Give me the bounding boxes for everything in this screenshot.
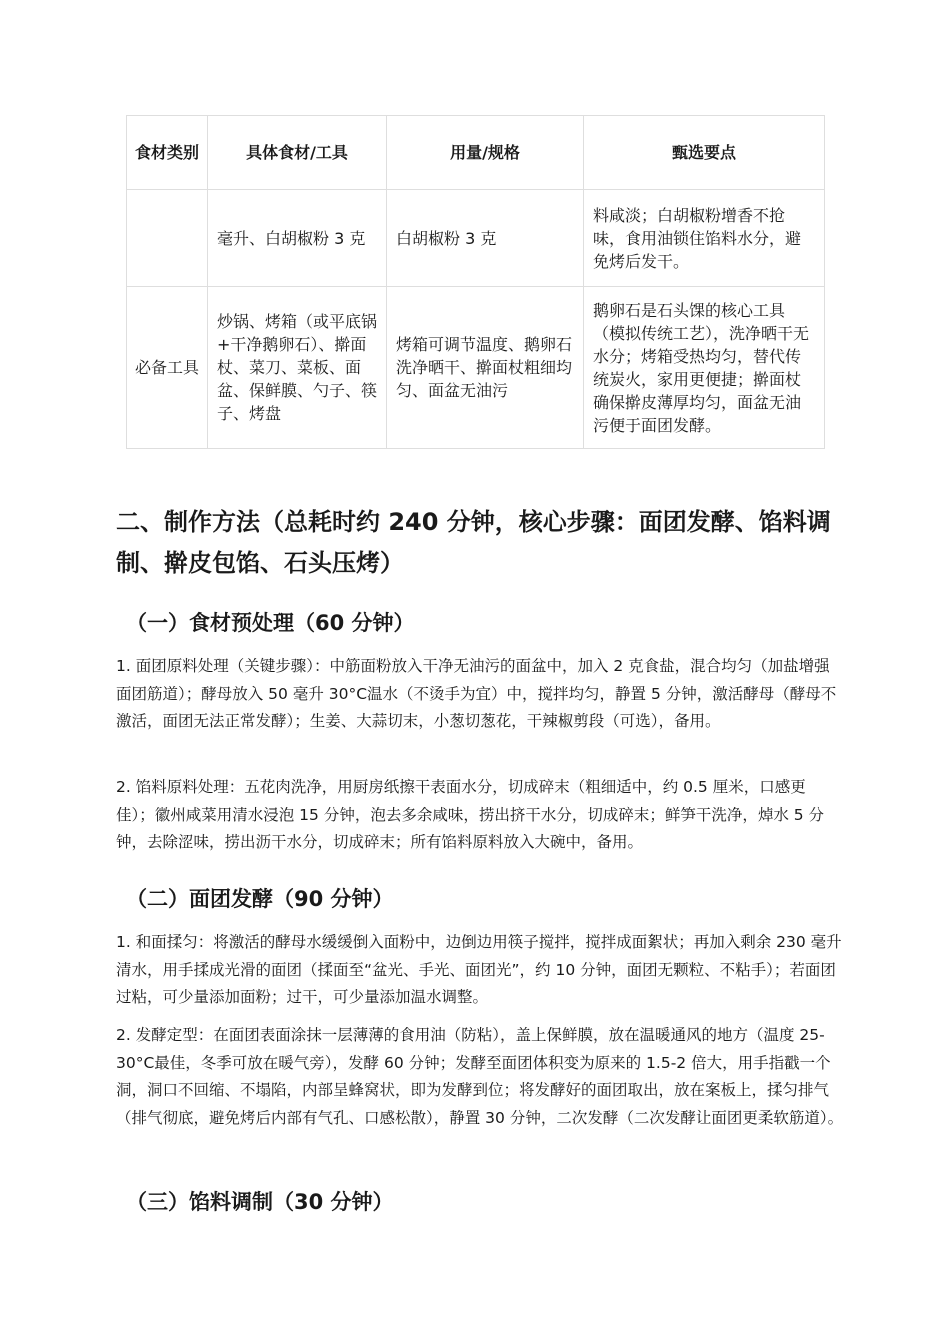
paragraph-kneading: 1. 和面揉匀：将激活的酵母水缓缓倒入面粉中，边倒边用筷子搅拌，搅拌成面絮状；再加入剩余 230 毫升清水，用手揉成光滑的面团（揉面至“盆光、手光、面团光”，约 10 分钟，面团无颗粒、不粘手）；若面团过粘，可少量添加面粉；过干，可少量添加温水调整。	[116, 933, 842, 1006]
cell-points: 料咸淡；白胡椒粉增香不抢味，食用油锁住馅料水分，避免烤后发干。	[584, 190, 825, 287]
ingredients-table	[126, 115, 825, 449]
table-row	[127, 190, 825, 287]
header-items: 具体食材/工具	[208, 116, 387, 190]
cell-category	[127, 190, 208, 287]
subheading-fermentation: （二）面团发酵（90 分钟）	[126, 887, 394, 911]
paragraph-dough-prep: 1. 面团原料处理（关键步骤）：中筋面粉放入干净无油污的面盆中，加入 2 克食盐，混合均匀（加盐增强面团筋道）；酵母放入 50 毫升 30°C温水（不烫手为宜）中，搅拌均匀，静置 5 分钟，激活酵母（酵母不激活，面团无法正常发酵）；生姜、大蒜切末，小葱切葱花，干辣椒剪段（可选），备用。	[116, 657, 837, 730]
cell-items: 毫升、白胡椒粉 3 克	[208, 190, 387, 287]
cell-points: 鹅卵石是石头馃的核心工具（模拟传统工艺），洗净晒干无水分；烤箱受热均匀，替代传统炭火，家用更便捷；擀面杖确保擀皮薄厚均匀，面盆无油污便于面团发酵。	[584, 287, 825, 449]
header-points: 甄选要点	[584, 116, 825, 190]
subheading-filling: （三）馅料调制（30 分钟）	[126, 1190, 394, 1214]
header-spec: 用量/规格	[387, 116, 584, 190]
section-heading-methods: 二、制作方法（总耗时约 240 分钟，核心步骤：面团发酵、馅料调制、擀皮包馅、石头压烤）	[116, 508, 831, 577]
cell-spec: 白胡椒粉 3 克	[387, 190, 584, 287]
table-row	[127, 287, 825, 449]
table-header-row	[127, 116, 825, 190]
header-category: 食材类别	[127, 116, 208, 190]
paragraph-filling-prep: 2. 馅料原料处理：五花肉洗净，用厨房纸擦干表面水分，切成碎末（粗细适中，约 0.5 厘米，口感更佳）；徽州咸菜用清水浸泡 15 分钟，泡去多余咸味，捞出挤干水分，切成碎末；鲜笋干洗净，焯水 5 分钟，去除涩味，捞出沥干水分，切成碎末；所有馅料原料放入大碗中，备用。	[116, 778, 825, 851]
paragraph-proofing: 2. 发酵定型：在面团表面涂抹一层薄薄的食用油（防粘），盖上保鲜膜，放在温暖通风的地方（温度 25-30°C最佳，冬季可放在暖气旁），发酵 60 分钟；发酵至面团体积变为原来的 1.5-2 倍大，用手指戳一个洞，洞口不回缩、不塌陷，内部呈蜂窝状，即为发酵到位；将发酵好的面团取出，放在案板上，揉匀排气（排气彻底，避免烤后内部有气孔、口感松散），静置 30 分钟，二次发酵（二次发酵让面团更柔软筋道）。	[116, 1026, 844, 1127]
cell-category: 必备工具	[127, 287, 208, 449]
cell-spec: 烤箱可调节温度、鹅卵石洗净晒干、擀面杖粗细均匀、面盆无油污	[387, 287, 584, 449]
subheading-preprocessing: （一）食材预处理（60 分钟）	[126, 611, 415, 635]
cell-items: 炒锅、烤箱（或平底锅+干净鹅卵石）、擀面杖、菜刀、菜板、面盆、保鲜膜、勺子、筷子、烤盘	[208, 287, 387, 449]
